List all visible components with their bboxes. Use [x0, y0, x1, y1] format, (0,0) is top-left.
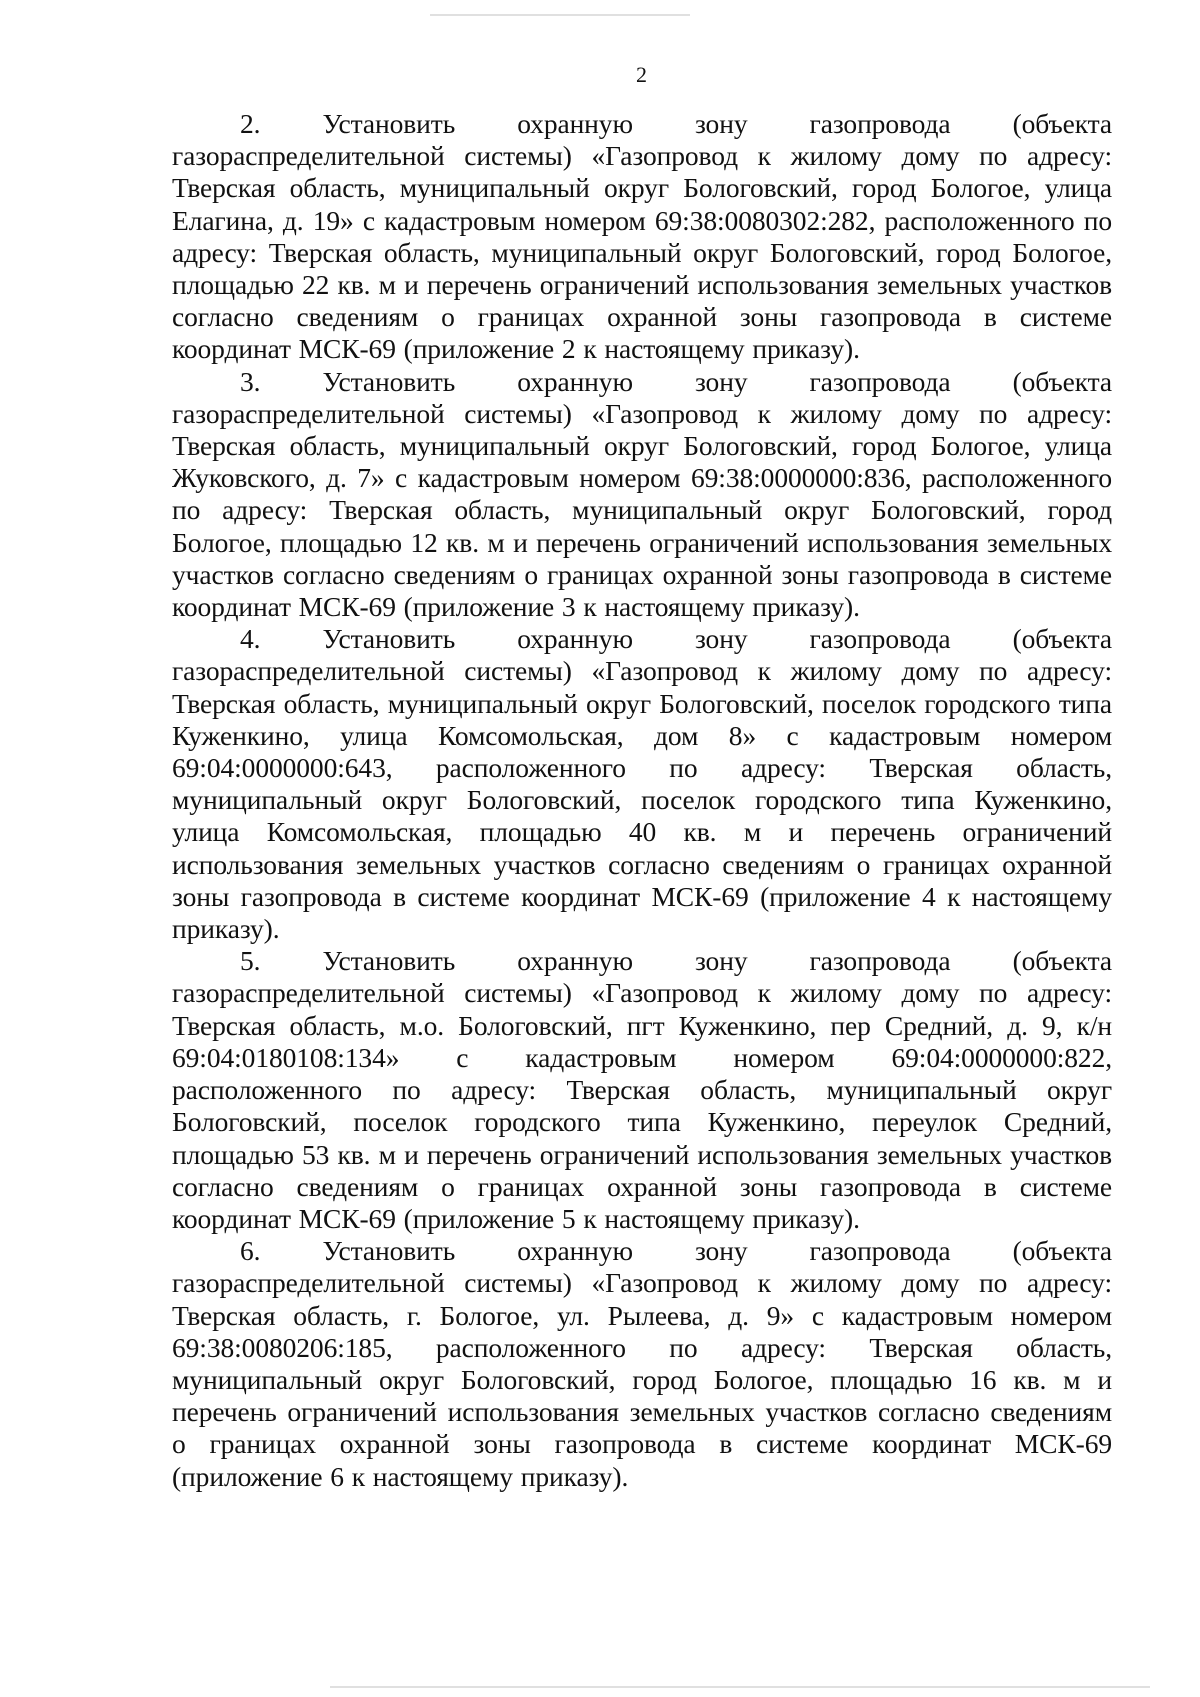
paragraph-item-2: 2. Установить охранную зону газопровода (объекта газораспределительной системы) «Газопровод к жилому дому по адресу: Тверская область, муниципальный округ Бологовский, город Бологое, улица Елагина, д. 19» с кадастровым номером 69:38:0080302:282, расположенного по адресу: Тверская область, муниципальный округ Бологовский, город Бологое, площадью 22 кв. м и перечень ограничений использования земельных участков согласно сведениям о границах охранной зоны газопровода в системе координат МСК-69 (приложение 2 к настоящему приказу).: [172, 108, 1112, 365]
document-body: [172, 108, 1112, 1493]
scan-artifact-bottom: [330, 1686, 1150, 1688]
paragraph-item-6: 6. Установить охранную зону газопровода (объекта газораспределительной системы) «Газопровод к жилому дому по адресу: Тверская область, г. Бологое, ул. Рылеева, д. 9» с кадастровым номером 69:38:0080206:185, расположенного по адресу: Тверская область, муниципальный округ Бологовский, город Бологое, площадью 16 кв. м и перечень ограничений использования земельных участков согласно сведениям о границах охранной зоны газопровода в системе координат МСК-69 (приложение 6 к настоящему приказу).: [172, 1235, 1112, 1492]
paragraph-item-3: 3. Установить охранную зону газопровода (объекта газораспределительной системы) «Газопровод к жилому дому по адресу: Тверская область, муниципальный округ Бологовский, город Бологое, улица Жуковского, д. 7» с кадастровым номером 69:38:0000000:836, расположенного по адресу: Тверская область, муниципальный округ Бологовский, город Бологое, площадью 12 кв. м и перечень ограничений использования земельных участков согласно сведениям о границах охранной зоны газопровода в системе координат МСК-69 (приложение 3 к настоящему приказу).: [172, 365, 1112, 623]
paragraph-item-4: 4. Установить охранную зону газопровода (объекта газораспределительной системы) «Газопровод к жилому дому по адресу: Тверская область, муниципальный округ Бологовский, поселок городского типа Куженкино, улица Комсомольская, дом 8» с кадастровым номером 69:04:0000000:643, расположенного по адресу: Тверская область, муниципальный округ Бологовский, поселок городского типа Куженкино, улица Комсомольская, площадью 40 кв. м и перечень ограничений использования земельных участков согласно сведениям о границах охранной зоны газопровода в системе координат МСК-69 (приложение 4 к настоящему приказу).: [172, 623, 1112, 945]
paragraph-item-5: 5. Установить охранную зону газопровода (объекта газораспределительной системы) «Газопровод к жилому дому по адресу: Тверская область, м.о. Бологовский, пгт Куженкино, пер Средний, д. 9, к/н 69:04:0180108:134» с кадастровым номером 69:04:0000000:822, расположенного по адресу: Тверская область, муниципальный округ Бологовский, поселок городского типа Куженкино, переулок Средний, площадью 53 кв. м и перечень ограничений использования земельных участков согласно сведениям о границах охранной зоны газопровода в системе координат МСК-69 (приложение 5 к настоящему приказу).: [172, 945, 1112, 1234]
scan-artifact-top: [430, 14, 690, 16]
page-number: 2: [636, 62, 647, 87]
